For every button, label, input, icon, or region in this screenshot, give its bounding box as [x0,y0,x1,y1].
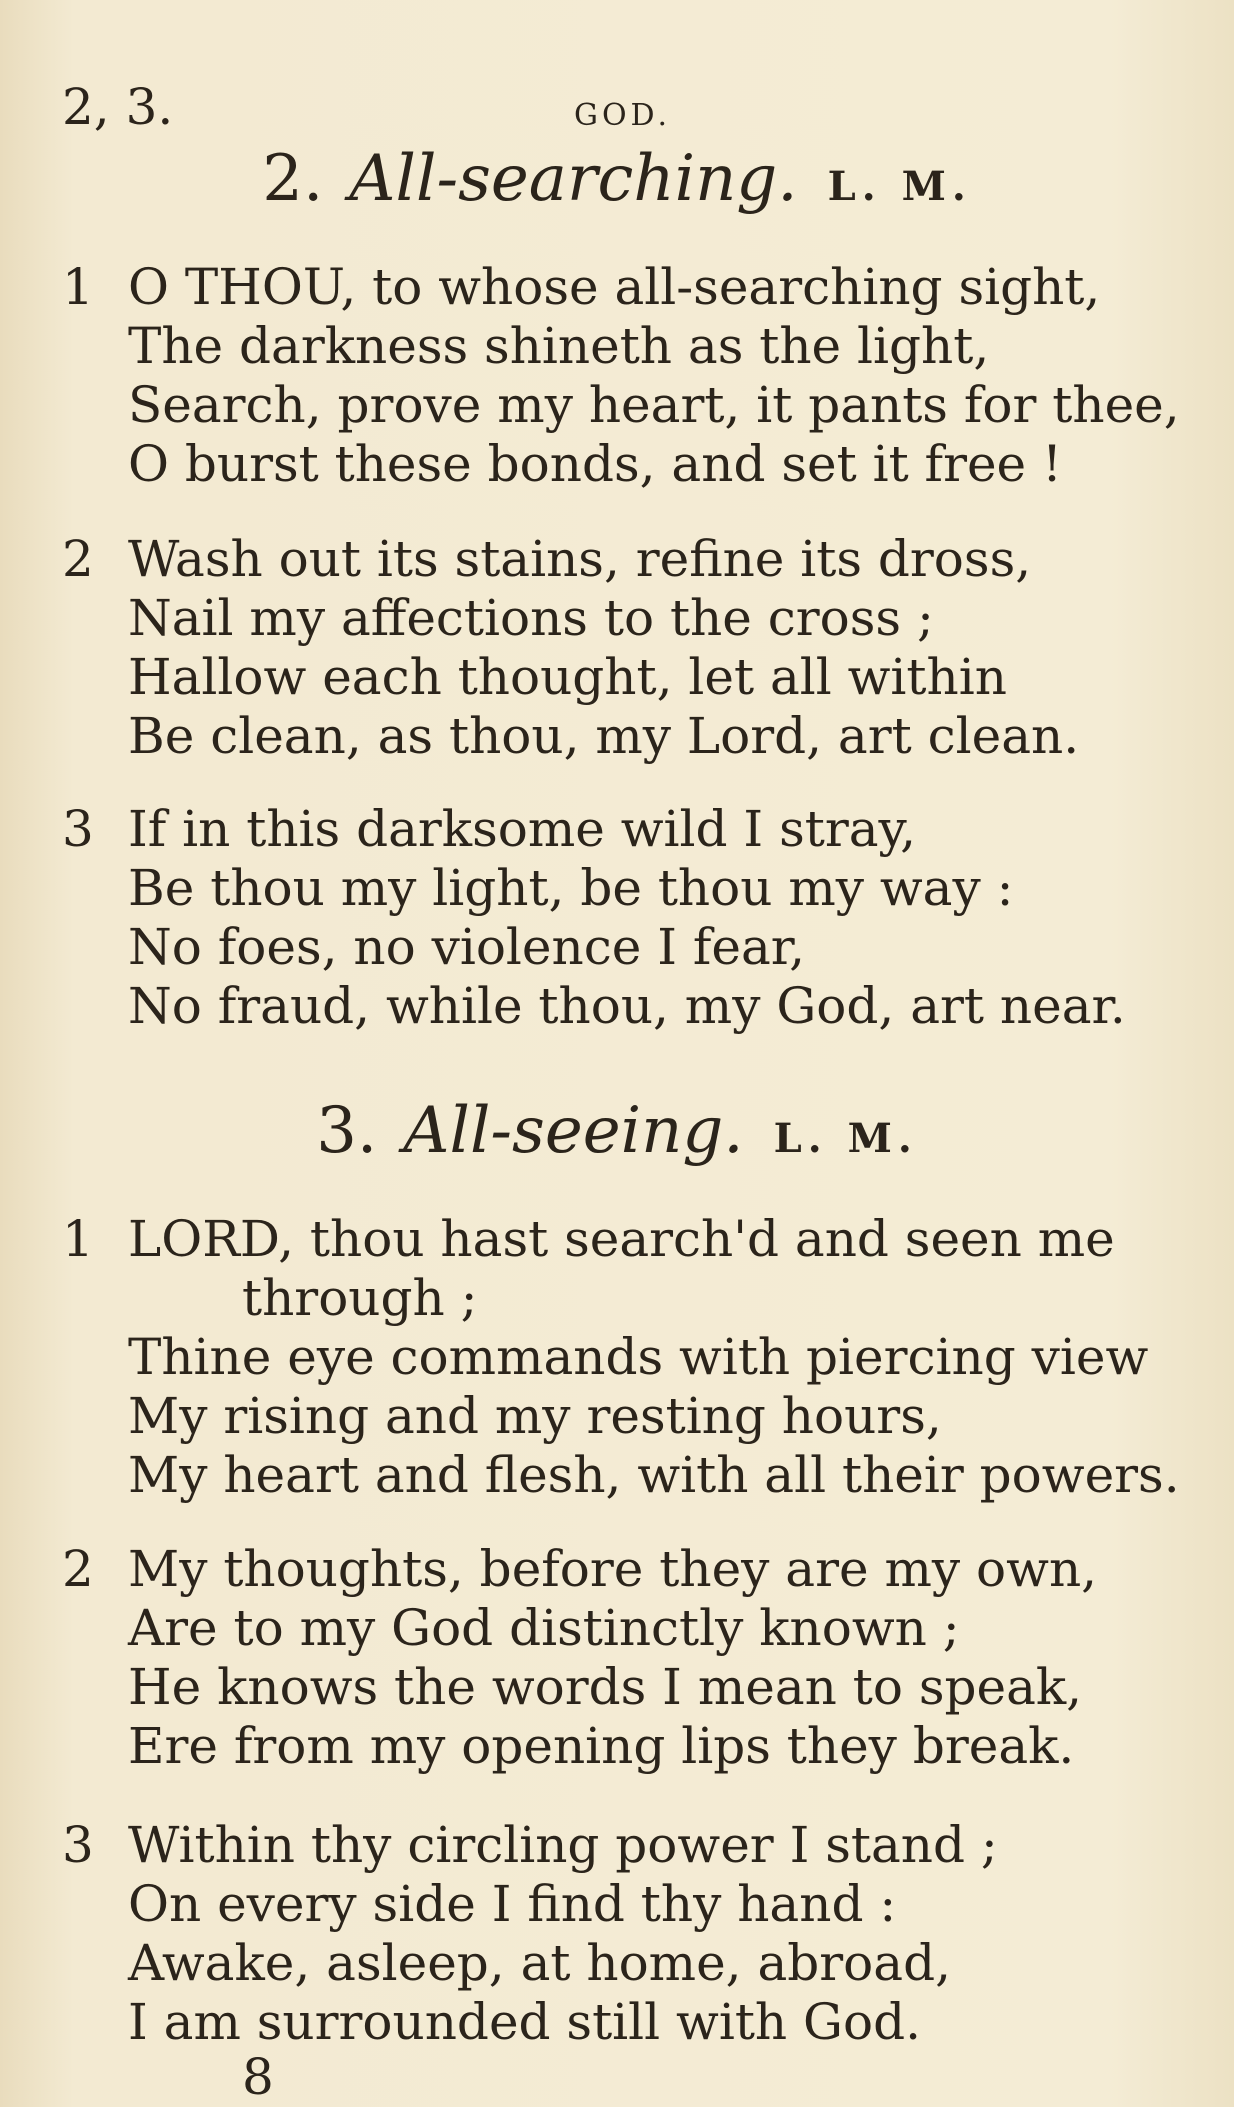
hymn-title [0,142,1234,216]
hymn-number: 2. [262,142,324,216]
stanza-number: 2 [62,530,94,588]
running-head-section: GOD. [574,98,672,133]
stanza [62,258,1182,494]
verse-line: Are to my God distinctly known ; [128,1599,960,1657]
verse-line: Nail my affections to the cross ; [128,589,934,647]
verse-text: If in this darksome wild I stray, [128,800,917,858]
verse-line: O burst these bonds, and set it free ! [128,435,1063,493]
verse-line: My heart and flesh, with all their powers. [128,1446,1180,1504]
hymn-name: All-seeing. [403,1094,744,1168]
hymn-name: All-searching. [349,142,798,216]
stanza-number: 1 [62,258,94,316]
verse-line [62,1540,1182,1599]
verse-line: On every side I find thy hand : [128,1875,897,1933]
hymn-meter: L. M. [827,163,972,210]
verse-line: No fraud, while thou, my God, art near. [128,977,1126,1035]
verse-line: The darkness shineth as the light, [128,317,990,375]
stanza [62,1540,1182,1776]
running-head-hymn-numbers: 2, 3. [62,78,174,136]
verse-line: Be thou my light, be thou my way : [128,859,1014,917]
verse-line-continuation: through ; [242,1269,478,1327]
verse-line [62,530,1182,589]
verse-text: O THOU, to whose all-searching sight, [128,258,1101,316]
verse-text: Wash out its stains, refine its dross, [128,530,1032,588]
hymn-number: 3. [316,1094,378,1168]
stanza [62,1816,1182,2052]
verse-text: My thoughts, before they are my own, [128,1540,1098,1598]
stanza-number: 2 [62,1540,94,1598]
verse-line: Awake, asleep, at home, abroad, [128,1934,951,1992]
stanza-number: 3 [62,800,94,858]
verse-line [62,1210,1182,1269]
verse-line: Thine eye commands with piercing view [128,1328,1149,1386]
verse-line: No foes, no violence I fear, [128,918,806,976]
verse-line: Ere from my opening lips they break. [128,1717,1075,1775]
stanza [62,800,1182,1036]
hymn-title [0,1094,1234,1168]
verse-text: LORD, thou hast search'd and seen me [128,1210,1115,1268]
hymn-meter: L. M. [773,1115,918,1162]
stanza-number: 3 [62,1816,94,1874]
verse-line [62,258,1182,317]
stanza [62,1210,1182,1505]
verse-line: Be clean, as thou, my Lord, art clean. [128,707,1080,765]
verse-line: Hallow each thought, let all within [128,648,1007,706]
verse-line: My rising and my resting hours, [128,1387,942,1445]
verse-text: Within thy circling power I stand ; [128,1816,998,1874]
verse-line [62,1816,1182,1875]
verse-line: Search, prove my heart, it pants for thee, [128,376,1180,434]
verse-line [62,800,1182,859]
running-head [62,78,1172,138]
stanza-number: 1 [62,1210,94,1268]
page-number: 8 [242,2048,274,2106]
stanza [62,530,1182,766]
verse-line: I am surrounded still with God. [128,1993,921,2051]
verse-line: He knows the words I mean to speak, [128,1658,1083,1716]
